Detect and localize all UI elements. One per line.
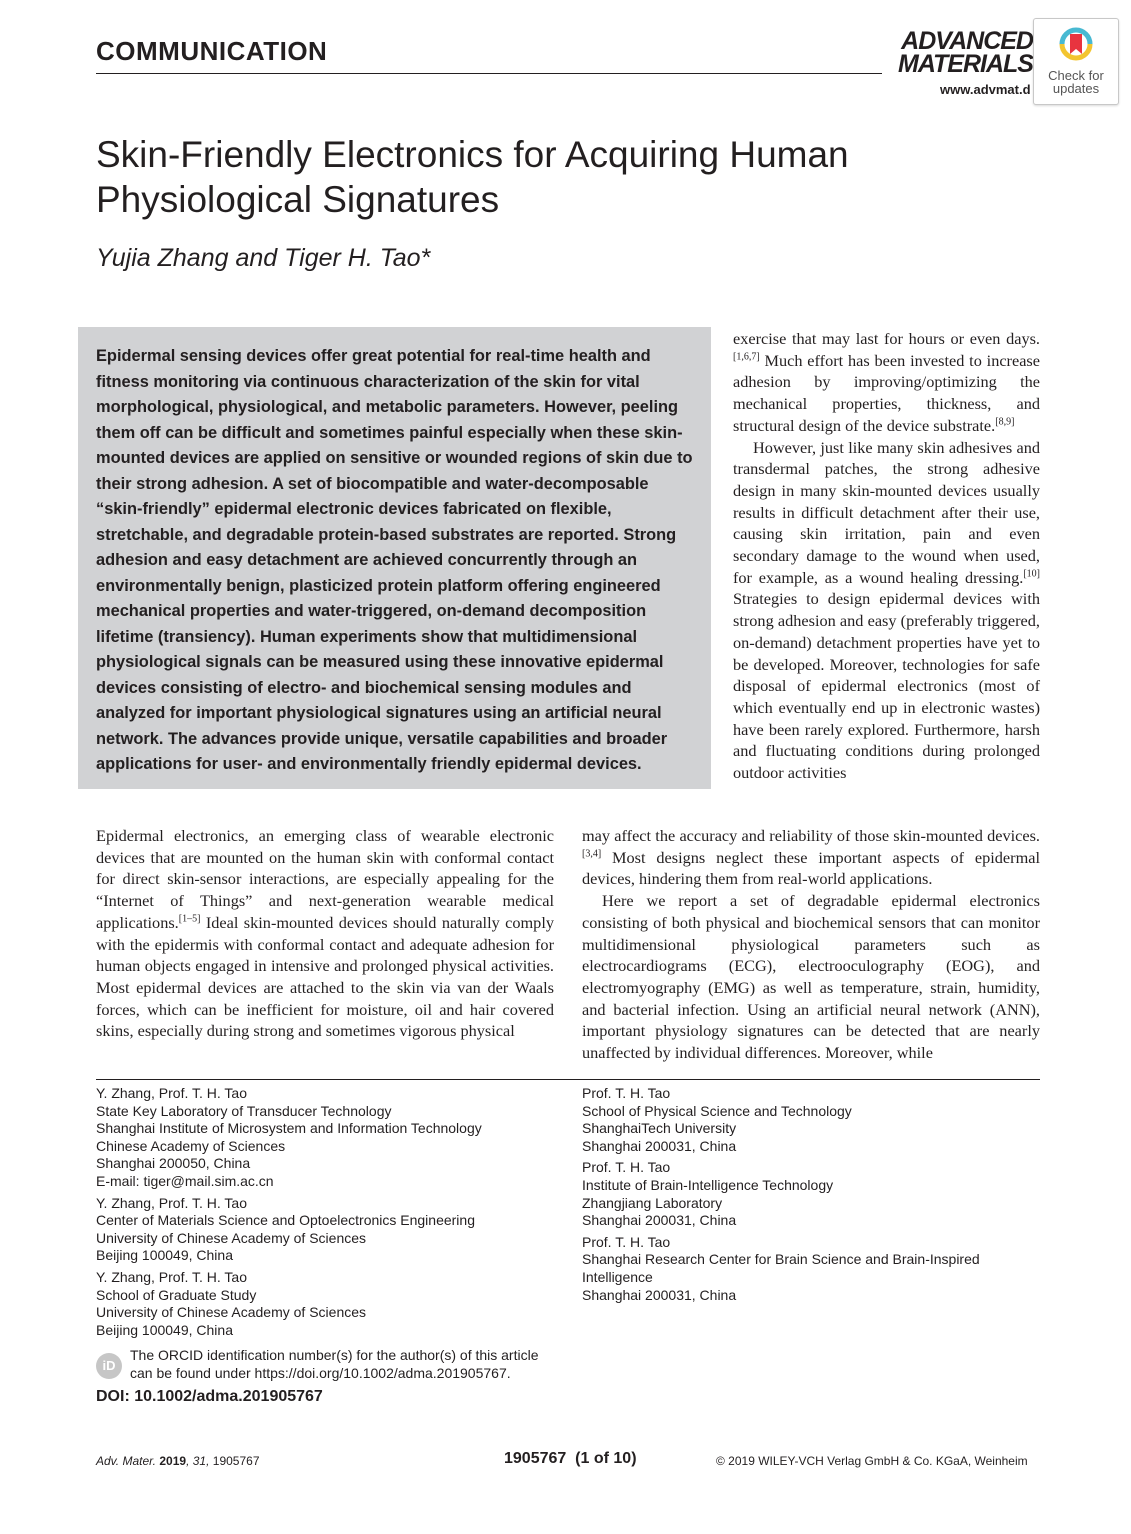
body-text: Here we report a set of degradable epidermal electronics consisting of both physical and biochemical sensors that can monitor multidimensional physiological parameters such as electrocardiograms (ECG), electrooculography (EOG), and electromyography (EMG) as well as temperature, strain, humidity, and bacterial infection. Using an artificial neural network (ANN), important physiology signatures can be detected that are nearly unaffected by individual differences. Moreover, while — [582, 891, 1040, 1063]
header-divider — [96, 73, 882, 74]
copyright: © 2019 WILEY-VCH Verlag GmbH & Co. KGaA, Weinheim — [716, 1454, 1028, 1468]
body-column-right — [582, 825, 1040, 1064]
affiliation-line: Chinese Academy of Sciences — [96, 1137, 286, 1154]
affiliation-line: Beijing 100049, China — [96, 1247, 233, 1264]
affiliation-line: State Key Laboratory of Transducer Technology — [96, 1102, 392, 1119]
doi-label[interactable]: DOI: 10.1002/adma.201905767 — [96, 1388, 323, 1405]
body-text: Much effort has been invested to increase adhesion by improving/optimizing the mechanical properties, thickness, and structural design of the device substrate. — [733, 350, 1040, 435]
affiliation-line: Beijing 100049, China — [96, 1321, 233, 1338]
footer-article-no: 1905767 — [212, 1454, 260, 1468]
affiliation-names: Prof. T. H. Tao — [582, 1233, 671, 1250]
affiliation-block — [96, 1195, 566, 1265]
affiliation-line: Shanghai 200031, China — [582, 1286, 737, 1303]
affiliation-line: Zhangjiang Laboratory — [582, 1194, 723, 1211]
affiliation-line: Shanghai Institute of Microsystem and Information Technology — [96, 1120, 482, 1137]
author-list: Yujia Zhang and Tiger H. Tao* — [96, 244, 431, 272]
affiliation-line: School of Graduate Study — [96, 1286, 257, 1303]
body-column-right-top — [733, 328, 1040, 784]
affiliation-line: Center of Materials Science and Optoelectronics Engineering — [96, 1212, 475, 1229]
orcid-note — [130, 1347, 570, 1382]
citation-link[interactable]: [3,4] — [582, 848, 602, 860]
affiliation-line: Intelligence — [582, 1268, 653, 1285]
check-updates-label-2: updates — [1052, 81, 1100, 96]
title-line-1: Skin-Friendly Electronics for Acquiring Human — [96, 134, 849, 175]
affiliation-block — [582, 1159, 1052, 1229]
page-number: 1905767 (1 of 10) — [504, 1450, 637, 1467]
affiliation-line: ShanghaiTech University — [582, 1120, 737, 1137]
affiliation-line: School of Physical Science and Technology — [582, 1102, 852, 1119]
affiliation-block — [96, 1269, 566, 1339]
body-column-left — [96, 825, 554, 1042]
journal-logo[interactable] — [893, 27, 1033, 78]
orcid-link[interactable]: can be found under https://doi.org/10.1002/adma.201905767. — [130, 1364, 511, 1381]
affiliation-line: Shanghai 200031, China — [582, 1137, 737, 1154]
affiliations-right — [582, 1085, 1052, 1308]
check-updates-icon — [1056, 24, 1096, 64]
affiliation-block — [96, 1085, 566, 1191]
body-text: Most designs neglect these important aspects of epidermal devices, hindering them from real-world applications. — [582, 847, 1040, 889]
body-text: Strategies to design epidermal devices with strong adhesion and easy (preferably triggered, on-demand) detachment properties have yet to be developed. Moreover, technologies for safe disposal of epidermal electronics (most of which eventually end up in electronic wastes) have been rarely explored. Furthermore, harsh and fluctuating conditions during prolonged outdoor activities — [733, 589, 1040, 783]
affiliation-names: Y. Zhang, Prof. T. H. Tao — [96, 1085, 247, 1101]
affiliation-names: Y. Zhang, Prof. T. H. Tao — [96, 1268, 247, 1285]
citation-link[interactable]: [10] — [1023, 568, 1040, 580]
journal-logo-line1: ADVANCED — [901, 27, 1033, 55]
journal-logo-line2: MATERIALS — [898, 50, 1033, 78]
affiliation-line: University of Chinese Academy of Sciences — [96, 1304, 367, 1321]
affiliation-line: Shanghai 200031, China — [582, 1212, 737, 1229]
journal-url-link[interactable]: www.advmat.d — [940, 82, 1031, 97]
affiliation-line: Shanghai Research Center for Brain Science and Brain-Inspired — [582, 1251, 980, 1268]
footer-journal: Adv. Mater. — [96, 1454, 157, 1468]
affiliations-left — [96, 1085, 566, 1343]
orcid-icon: iD — [96, 1353, 122, 1379]
body-text: Epidermal electronics, an emerging class of wearable electronic devices that are mounted on the human skin with conformal contact for direct skin-sensor interactions, are especially appealing for the “Internet of Things” and next-generation wearable medical applications. — [96, 826, 554, 932]
body-text: However, just like many skin adhesives and transdermal patches, the strong adhesive design in many skin-mounted devices usually results in difficult detachment after their use, causing skin irritation, pain and even secondary damage to the wound when used, for example, as a wound healing dressing. — [733, 437, 1040, 587]
affiliation-block — [582, 1234, 1052, 1304]
footer-citation: Adv. Mater. 2019, 31, 1905767 — [96, 1454, 260, 1468]
title-line-2: Physiological Signatures — [96, 179, 500, 220]
check-updates-label-1: Check for — [1048, 68, 1104, 83]
footnote-divider — [96, 1079, 1040, 1080]
check-for-updates-button[interactable] — [1033, 18, 1119, 105]
affiliation-names: Prof. T. H. Tao — [582, 1085, 671, 1101]
body-text: exercise that may last for hours or even days. — [733, 329, 1040, 348]
orcid-note-line: The ORCID identification number(s) for the author(s) of this article — [130, 1347, 539, 1363]
affiliation-names: Prof. T. H. Tao — [582, 1159, 671, 1176]
citation-link[interactable]: [1–5] — [178, 913, 201, 925]
article-title — [96, 132, 896, 222]
section-label: COMMUNICATION — [96, 36, 328, 66]
affiliation-names: Y. Zhang, Prof. T. H. Tao — [96, 1194, 247, 1211]
body-text: Ideal skin-mounted devices should naturally comply with the epidermis with conformal contact and adequate adhesion for human objects engaged in intensive and prolonged physical activities. Most epidermal devices are attached to the skin via van der Waals forces, which can be inefficient for moisture, oil and hair covered skins, especially during strong and sometimes vigorous physical — [96, 912, 554, 1041]
affiliation-line: Institute of Brain-Intelligence Technology — [582, 1176, 834, 1193]
body-text: may affect the accuracy and reliability of those skin-mounted devices. — [582, 826, 1040, 845]
email-link[interactable]: E-mail: tiger@mail.sim.ac.cn — [96, 1172, 274, 1189]
footer-year: 2019 — [159, 1454, 187, 1468]
abstract-text: Epidermal sensing devices offer great potential for real-time health and fitness monitoring via continuous characterization of the skin for vital morphological, physiological, and metabolic parameters. However, peeling them off can be difficult and sometimes painful especially when these skin-mounted devices are applied on sensitive or wounded regions of skin due to their strong adhesion. A set of biocompatible and water-decomposable “skin-friendly” epidermal electronic devices fabricated on flexible, stretchable, and degradable protein-based substrates are reported. Strong adhesion and easy detachment are achieved concurrently through an environmentally benign, plasticized protein platform offering engineered mechanical properties and water-triggered, on-demand decomposition lifetime (transiency). Human experiments show that multidimensional physiological signals can be measured using these innovative epidermal devices consisting of electro- and biochemical sensing modules and analyzed for important physiological signatures using an artificial neural network. The advances provide unique, versatile capabilities and broader applications for user- and environmentally friendly epidermal devices. — [96, 347, 693, 773]
citation-link[interactable]: [8,9] — [995, 416, 1015, 428]
affiliation-line: Shanghai 200050, China — [96, 1155, 251, 1172]
affiliation-block — [582, 1085, 1052, 1155]
affiliation-line: University of Chinese Academy of Sciences — [96, 1229, 367, 1246]
citation-link[interactable]: [1,6,7] — [733, 351, 760, 363]
footer-volume: 31 — [192, 1454, 207, 1468]
